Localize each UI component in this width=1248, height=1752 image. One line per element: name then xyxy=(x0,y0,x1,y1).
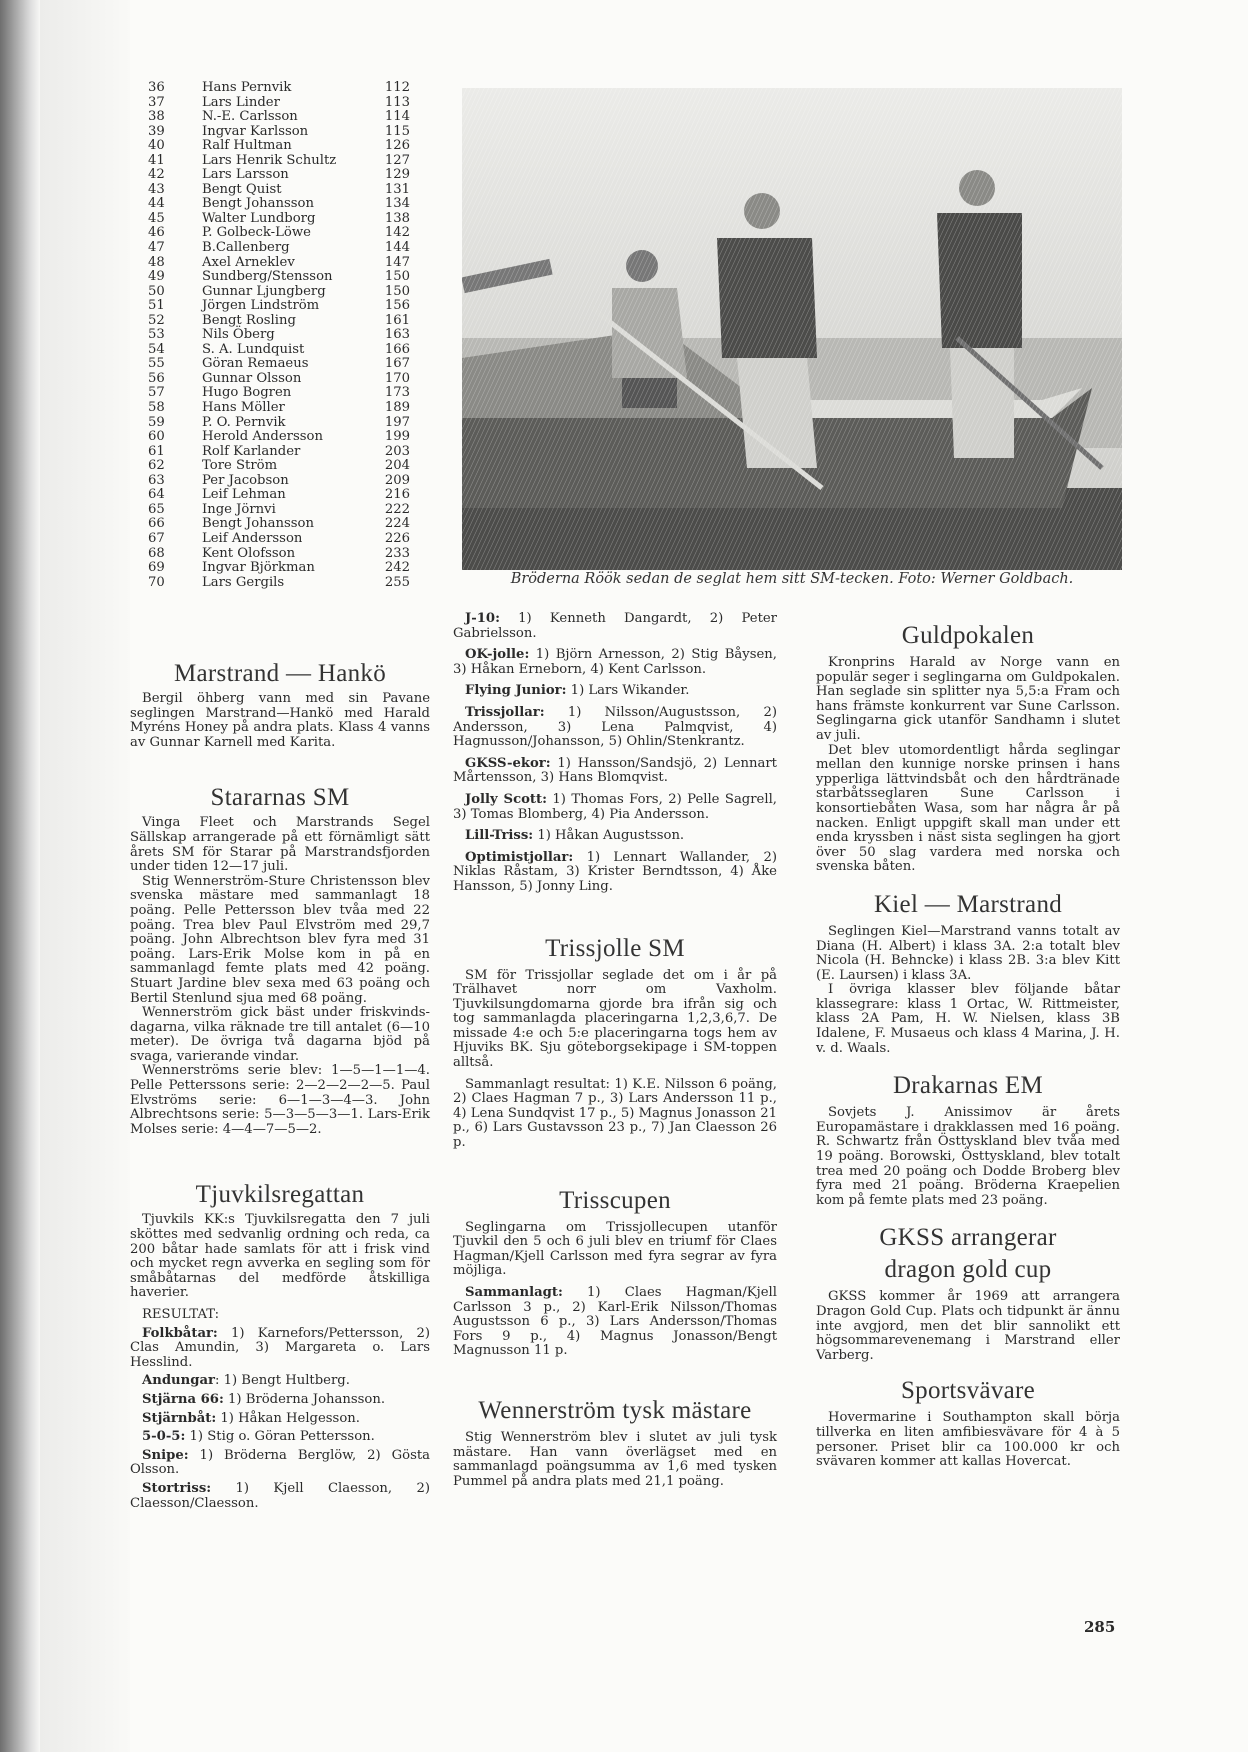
ranking-row xyxy=(148,372,410,387)
points: 113 xyxy=(384,94,410,110)
ranking-row xyxy=(148,445,410,460)
points: 112 xyxy=(384,80,410,95)
points: 127 xyxy=(384,152,410,168)
result-entry xyxy=(453,684,777,699)
result-entry xyxy=(453,851,777,895)
competitor-name: Jörgen Lindström xyxy=(202,298,320,314)
class-results xyxy=(453,612,777,895)
paragraph: GKSS kommer år 1969 att arrangera Dragon Gold Cup. Plats och tidpunkt är ännu inte avgjord, men det blir sannolikt ett högsommarevenemang i Marstrand eller Varberg. xyxy=(816,1289,1120,1363)
points: 142 xyxy=(384,225,410,241)
competitor-name: N.-E. Carlsson xyxy=(202,109,298,125)
class-name: Lill-Triss: xyxy=(465,828,534,844)
heading-guldpokalen: Guldpokalen xyxy=(901,622,1035,649)
result-entry xyxy=(130,1430,430,1445)
competitor-name: Bengt Johansson xyxy=(202,196,314,212)
result-text: 1) Nilsson/Augustsson, 2) Andersson, 3) Lena Palmqvist, 4) Hagnusson/Johansson, 5) Ohlin/Stenkrantz. xyxy=(453,704,777,750)
heading-sportsvavare: Sportsvävare xyxy=(900,1377,1036,1405)
result-entry xyxy=(130,1482,430,1511)
competitor-name: Herold Andersson xyxy=(202,429,323,445)
paragraph: Sovjets J. Anissimov är årets Europamästare i drakklassen med 16 poäng. R. Schwartz från Östtyskland blev tvåa med 19 poäng. Borowski, Östtyskland, blev totalt trea med 20 poäng och Dodde Broberg blev fyra med 21 poäng. Bröderna Kraepelien kom på femte plats med 23 poäng. xyxy=(816,1105,1120,1208)
ranking-row xyxy=(148,488,410,503)
ranking-row xyxy=(148,81,410,96)
points: 131 xyxy=(384,181,410,197)
ranking-position: 38 xyxy=(148,109,165,125)
ranking-row xyxy=(148,430,410,445)
paragraph: Kronprins Harald av Norge vann en populär seger i seglingarna om Guldpokalen. Han seglade sin splitter nya 5,5:a Fram och hans främste konkurrent var Sune Carlsson. Seglingarna gick utanför Sandhamn i slutet av juli. xyxy=(816,655,1120,743)
ranking-table xyxy=(148,81,410,590)
class-name: Flying Junior: xyxy=(465,683,567,699)
result-entry xyxy=(130,1374,430,1389)
points: 226 xyxy=(384,530,410,546)
ranking-row xyxy=(148,125,410,140)
competitor-name: Inge Jörnvi xyxy=(202,501,276,517)
competitor-name: P. O. Pernvik xyxy=(202,414,286,430)
points: 216 xyxy=(384,487,410,503)
competitor-name: Hugo Bogren xyxy=(202,385,292,401)
competitor-name: P. Golbeck-Löwe xyxy=(202,225,311,241)
competitor-name: Walter Lundborg xyxy=(202,210,316,226)
paragraph: Hovermarine i Southampton skall börja tillverka en liten amfibiesvävare för 4 à 5 personer. Priset blir ca 100.000 kr och svävaren kommer att kallas Hovercat. xyxy=(816,1410,1120,1470)
ranking-position: 47 xyxy=(148,240,165,256)
points: 115 xyxy=(384,123,410,139)
ranking-row xyxy=(148,212,410,227)
class-name: GKSS-ekor: xyxy=(465,755,551,771)
result-entry xyxy=(453,757,777,786)
class-name: Optimistjollar: xyxy=(465,849,574,865)
heading-gkss-line1: GKSS arrangerar xyxy=(879,1224,1057,1252)
result-text: 1) Håkan Helgesson. xyxy=(216,1410,360,1426)
result-text: 1) Thomas Fors, 2) Pelle Sagrell, 3) Tomas Blomberg, 4) Pia Andersson. xyxy=(453,791,777,822)
result-text: 1) Lars Wikander. xyxy=(566,683,690,699)
ranking-row xyxy=(148,96,410,111)
paragraph: Stig Wennerström-Sture Christensson blev svenska mästare med sammanlagt 18 poäng. Pelle Pettersson blev tvåa med 22 poäng. Trea blev Paul Elvström med 29,7 poäng. John Albrechtson blev fyra med 31 poäng. Lars-Erik Molse kom in på en sammanlagd femte plats med 42 poäng. Stuart Jardine blev sexa med 63 poäng och Bertil Stenlund sjua med 68 poäng. xyxy=(130,873,430,1006)
points: 242 xyxy=(384,560,410,576)
ranking-row xyxy=(148,168,410,183)
points: 134 xyxy=(384,196,410,212)
ranking-position: 40 xyxy=(148,138,165,154)
ranking-row xyxy=(148,226,410,241)
paragraph: Vinga Fleet och Marstrands Segel Sällskap arrangerade på ett förnämligt sätt årets SM för Starar på Marstrandsfjorden under tiden 12—17 juli. xyxy=(130,815,430,875)
competitor-name: B.Callenberg xyxy=(202,240,290,256)
points: 233 xyxy=(384,545,410,561)
paragraph: Seglingarna om Trissjollecupen utanför Tjuvkil den 5 och 6 juli blev en triumf för Claes Hagman/Kjell Carlsson med fyra segrar av fyra möjliga. xyxy=(453,1219,777,1279)
class-name: Snipe: xyxy=(142,1447,189,1463)
competitor-name: Hans Möller xyxy=(202,400,285,416)
ranking-position: 54 xyxy=(148,341,165,357)
competitor-name: Gunnar Ljungberg xyxy=(202,283,326,299)
competitor-name: Nils Öberg xyxy=(202,327,275,343)
result-text: : 1) Bengt Hultberg. xyxy=(214,1373,350,1389)
page-number: 285 xyxy=(1084,1618,1116,1636)
heading-gkss-line2: dragon gold cup xyxy=(884,1256,1052,1284)
ranking-row xyxy=(148,474,410,489)
competitor-name: Lars Larsson xyxy=(202,167,289,183)
class-name: J-10: xyxy=(465,611,500,626)
points: 147 xyxy=(384,254,410,270)
competitor-name: S. A. Lundquist xyxy=(202,341,305,357)
ranking-row xyxy=(148,183,410,198)
competitor-name: Tore Ström xyxy=(202,458,278,474)
result-text: 1) Stig o. Göran Pettersson. xyxy=(185,1429,375,1445)
middle-column xyxy=(453,612,777,1489)
ranking-row xyxy=(148,343,410,358)
class-name: 5-0-5: xyxy=(142,1429,186,1445)
competitor-name: Göran Remaeus xyxy=(202,356,309,372)
competitor-name: Leif Andersson xyxy=(202,530,303,546)
result-entry xyxy=(453,706,777,750)
result-entry xyxy=(130,1327,430,1371)
ranking-position: 56 xyxy=(148,370,165,386)
ranking-position: 45 xyxy=(148,210,165,226)
ranking-position: 39 xyxy=(148,123,165,139)
ranking-position: 44 xyxy=(148,196,165,212)
points: 161 xyxy=(384,312,410,328)
result-entry xyxy=(453,648,777,677)
points: 129 xyxy=(384,167,410,183)
ranking-position: 55 xyxy=(148,356,165,372)
points: 255 xyxy=(384,574,410,590)
ranking-position: 52 xyxy=(148,312,165,328)
ranking-position: 51 xyxy=(148,298,165,314)
points: 156 xyxy=(384,298,410,314)
points: 224 xyxy=(384,516,410,532)
left-column xyxy=(130,660,430,1511)
ranking-position: 53 xyxy=(148,327,165,343)
points: 170 xyxy=(384,370,410,386)
points: 138 xyxy=(384,210,410,226)
points: 163 xyxy=(384,327,410,343)
heading-wennerstrom: Wennerström tysk mästare xyxy=(478,1396,752,1424)
result-entry xyxy=(130,1393,430,1408)
photo-illustration xyxy=(462,88,1122,570)
ranking-position: 70 xyxy=(148,574,165,590)
result-text: 1) Kjell Claesson, 2) Claesson/Claesson. xyxy=(130,1480,430,1511)
ranking-row xyxy=(148,314,410,329)
page-margin xyxy=(40,0,130,1752)
paragraph: SM för Trissjollar seglade det om i år på Trälhavet norr om Vaxholm. Tjuvkilsungdomarna gjorde bra ifrån sig och tog sammanlagda placeringarna 1,2,3,6,7. De missade 4:e och 5:e placeringarna togs hem av Hjuviks BK. Sju göteborgsekipage i SM-toppen alltså. xyxy=(453,967,777,1071)
points: 222 xyxy=(384,501,410,517)
heading-tjuvkilsregattan: Tjuvkilsregattan xyxy=(195,1181,365,1209)
heading-marstrand-hanko: Marstrand — Hankö xyxy=(174,660,386,687)
paragraph: Wennerström gick bäst under friskvinds-dagarna, vilka räknade tre till antalet (6—10 meter). De övriga två dagarna bjöd på svaga, varierande vindar. xyxy=(130,1005,430,1064)
points: 204 xyxy=(384,458,410,474)
class-name: OK-jolle: xyxy=(465,647,530,663)
result-entry xyxy=(453,612,777,641)
competitor-name: Axel Arneklev xyxy=(202,254,295,270)
ranking-row xyxy=(148,241,410,256)
ranking-position: 67 xyxy=(148,530,165,546)
ranking-position: 49 xyxy=(148,269,165,285)
competitor-name: Ralf Hultman xyxy=(202,138,292,154)
heading-trisscupen: Trisscupen xyxy=(559,1186,671,1214)
ranking-position: 50 xyxy=(148,283,165,299)
ranking-row xyxy=(148,139,410,154)
results-label: RESULTAT: xyxy=(142,1307,220,1322)
class-name: Stjärnbåt: xyxy=(142,1410,217,1426)
ranking-row xyxy=(148,547,410,562)
result-entry xyxy=(453,829,777,844)
paragraph xyxy=(453,1286,777,1359)
result-text: 1) Lennart Wallander, 2) Niklas Råstam, 3) Krister Berndtsson, 4) Åke Hansson, 5) Jonny Ling. xyxy=(453,849,777,894)
competitor-name: Rolf Karlander xyxy=(202,443,301,459)
ranking-row xyxy=(148,197,410,212)
points: 150 xyxy=(384,283,410,299)
points: 126 xyxy=(384,138,410,154)
ranking-position: 48 xyxy=(148,254,165,270)
ranking-row xyxy=(148,256,410,271)
competitor-name: Bengt Johansson xyxy=(202,516,314,532)
competitor-name: Leif Lehman xyxy=(202,487,286,503)
ranking-position: 59 xyxy=(148,414,165,430)
points: 209 xyxy=(384,472,410,488)
ranking-position: 43 xyxy=(148,181,165,197)
ranking-row xyxy=(148,459,410,474)
ranking-row xyxy=(148,532,410,547)
ranking-row xyxy=(148,576,410,591)
ranking-row xyxy=(148,299,410,314)
right-column xyxy=(816,622,1120,1470)
label: Sammanlagt: xyxy=(465,1285,563,1300)
result-text: 1) Björn Arnesson, 2) Stig Båysen, 3) Håkan Erneborn, 4) Kent Carlsson. xyxy=(453,647,777,677)
ranking-position: 37 xyxy=(148,94,165,110)
photo-caption: Bröderna Röök sedan de seglat hem sitt SM-tecken. Foto: Werner Goldbach. xyxy=(510,571,1074,587)
ranking-row xyxy=(148,416,410,431)
points: 189 xyxy=(384,400,410,416)
points: 173 xyxy=(384,385,410,401)
paragraph: I övriga klasser blev följande båtar klassegrare: klass 1 Ortac, W. Rittmeister, klass 2A Pam, H. W. Nielsen, klass 3B Idalene, F. Musaeus och klass 4 Marina, J. H. v. d. Waals. xyxy=(816,982,1120,1056)
points: 167 xyxy=(384,356,410,372)
result-text: 1) Bröderna Johansson. xyxy=(223,1391,386,1407)
result-entry xyxy=(453,793,777,822)
result-text: 1) Håkan Augustsson. xyxy=(533,828,685,844)
ranking-position: 60 xyxy=(148,429,165,445)
ranking-row xyxy=(148,517,410,532)
class-name: Stjärna 66: xyxy=(142,1391,224,1407)
competitor-name: Lars Gergils xyxy=(202,574,285,590)
paragraph: Det blev utomordentligt hårda seglingar mellan den kunnige norske prinsen i hans ypperliga lättvindsbåt och den hårdtränade starbåtsseglaren Sune Carlsson i konsortiebåten Wasa, som har några år på nacken. Enligt uppgift skall man under ett enda kryssben i näst sista seglingen ha gjort över 50 slag vardera med norska och svenska båten. xyxy=(816,742,1120,875)
ranking-row xyxy=(148,110,410,125)
class-name: Jolly Scott: xyxy=(465,791,547,807)
ranking-position: 36 xyxy=(148,80,165,95)
paragraph: Seglingen Kiel—Marstrand vanns totalt av Diana (H. Albert) i klass 3A. 2:a totalt blev Nicola (H. Behncke) i klass 2B. 3:a blev Kitt (E. Laursen) i klass 3A. xyxy=(816,923,1120,983)
ranking-position: 42 xyxy=(148,167,165,183)
paragraph: Bergil öhberg vann med sin Pavane seglingen Marstrand—Hankö med Harald Myréns Honey på andra plats. Klass 4 vanns av Gunnar Karnell med Karita. xyxy=(130,691,430,750)
ranking-row xyxy=(148,386,410,401)
class-name: Folkbåtar: xyxy=(142,1325,218,1341)
tjuvkil-results xyxy=(130,1327,430,1512)
competitor-name: Ingvar Björkman xyxy=(202,560,315,576)
class-name: Andungar xyxy=(142,1373,215,1389)
points: 114 xyxy=(384,109,410,125)
competitor-name: Per Jacobson xyxy=(202,472,289,488)
class-name: Trissjollar: xyxy=(465,704,545,720)
ranking-position: 63 xyxy=(148,472,165,488)
ranking-row xyxy=(148,270,410,285)
result-text: 1) Bröderna Berglöw, 2) Gösta Olsson. xyxy=(130,1447,430,1478)
class-name: Stortriss: xyxy=(142,1480,212,1496)
ranking-row xyxy=(148,503,410,518)
result-entry xyxy=(130,1449,430,1478)
heading-kiel-marstrand: Kiel — Marstrand xyxy=(873,890,1063,918)
photo-sailboat-crew xyxy=(462,88,1122,570)
paragraph: Stig Wennerström blev i slutet av juli tysk mästare. Han vann överlägset med en sammanlagd poängsumma av 1,6 med tysken Pummel på andra plats med 21,1 poäng. xyxy=(453,1429,777,1489)
paragraph: Wennerströms serie blev: 1—5—1—1—4. Pelle Petterssons serie: 2—2—2—2—5. Paul Elvströms serie: 6—1—3—4—3. John Albrechtsons serie: 5—3—5—3—1. Lars-Erik Molses serie: 4—4—7—5—2. xyxy=(130,1063,430,1137)
ranking-row xyxy=(148,401,410,416)
ranking-row xyxy=(148,357,410,372)
competitor-name: Lars Linder xyxy=(202,94,280,110)
ranking-row xyxy=(148,285,410,300)
ranking-position: 58 xyxy=(148,400,165,416)
ranking-position: 62 xyxy=(148,458,165,474)
competitor-name: Gunnar Olsson xyxy=(202,370,302,386)
points: 166 xyxy=(384,341,410,357)
ranking-position: 66 xyxy=(148,516,165,532)
heading-stararnas-sm: Stararnas SM xyxy=(210,784,350,812)
result-text: 1) Hansson/Sandsjö, 2) Lennart Mårtensson, 3) Hans Blomqvist. xyxy=(453,755,777,786)
competitor-name: Bengt Quist xyxy=(202,181,282,197)
competitor-name: Ingvar Karlsson xyxy=(202,123,309,139)
ranking-position: 65 xyxy=(148,501,165,517)
ranking-position: 46 xyxy=(148,225,165,241)
competitor-name: Kent Olofsson xyxy=(202,545,296,561)
points: 199 xyxy=(384,429,410,445)
paragraph: Sammanlagt resultat: 1) K.E. Nilsson 6 poäng, 2) Claes Hagman 7 p., 3) Lars Andersson 11 p., 4) Lena Sundqvist 17 p., 5) Magnus Jonasson 21 p., 6) Lars Gustavsson 23 p., 7) Jan Claesson 26 p. xyxy=(453,1076,777,1151)
result-entry xyxy=(130,1412,430,1427)
result-text: 1) Karnefors/Pettersson, 2) Clas Amundin, 3) Margareta o. Lars Hesslind. xyxy=(130,1325,430,1370)
ranking-position: 68 xyxy=(148,545,165,561)
result-text: 1) Kenneth Dangardt, 2) Peter Gabrielsson. xyxy=(453,611,777,641)
points: 203 xyxy=(384,443,410,459)
points: 197 xyxy=(384,414,410,430)
ranking-row xyxy=(148,328,410,343)
points: 144 xyxy=(384,240,410,256)
competitor-name: Sundberg/Stensson xyxy=(202,269,333,285)
paragraph: Tjuvkils KK:s Tjuvkilsregatta den 7 juli sköttes med sedvanlig ordning och reda, ca 200 båtar hade samlats för att i frisk vind och mycket regn avverka en segling som för småbåtarnas del medförde åtskilliga haverier. xyxy=(130,1212,430,1301)
ranking-position: 64 xyxy=(148,487,165,503)
text: 1) Claes Hagman/Kjell Carlsson 3 p., 2) Karl-Erik Nilsson/Thomas Augustsson 6 p., 3) Lars Andersson/Thomas Fors 9 p., 4) Magnus Jonasson/Bengt Magnusson 11 p. xyxy=(453,1285,777,1359)
ranking-position: 57 xyxy=(148,385,165,401)
competitor-name: Bengt Rosling xyxy=(202,312,296,328)
ranking-position: 69 xyxy=(148,560,165,576)
competitor-name: Hans Pernvik xyxy=(202,80,292,95)
heading-trissjolle-sm: Trissjolle SM xyxy=(545,934,685,962)
book-gutter-shadow xyxy=(0,0,40,1752)
ranking-row xyxy=(148,561,410,576)
ranking-row xyxy=(148,154,410,169)
points: 150 xyxy=(384,269,410,285)
ranking-position: 41 xyxy=(148,152,165,168)
competitor-name: Lars Henrik Schultz xyxy=(202,152,337,168)
heading-drakarnas-em: Drakarnas EM xyxy=(892,1072,1044,1100)
ranking-position: 61 xyxy=(148,443,165,459)
